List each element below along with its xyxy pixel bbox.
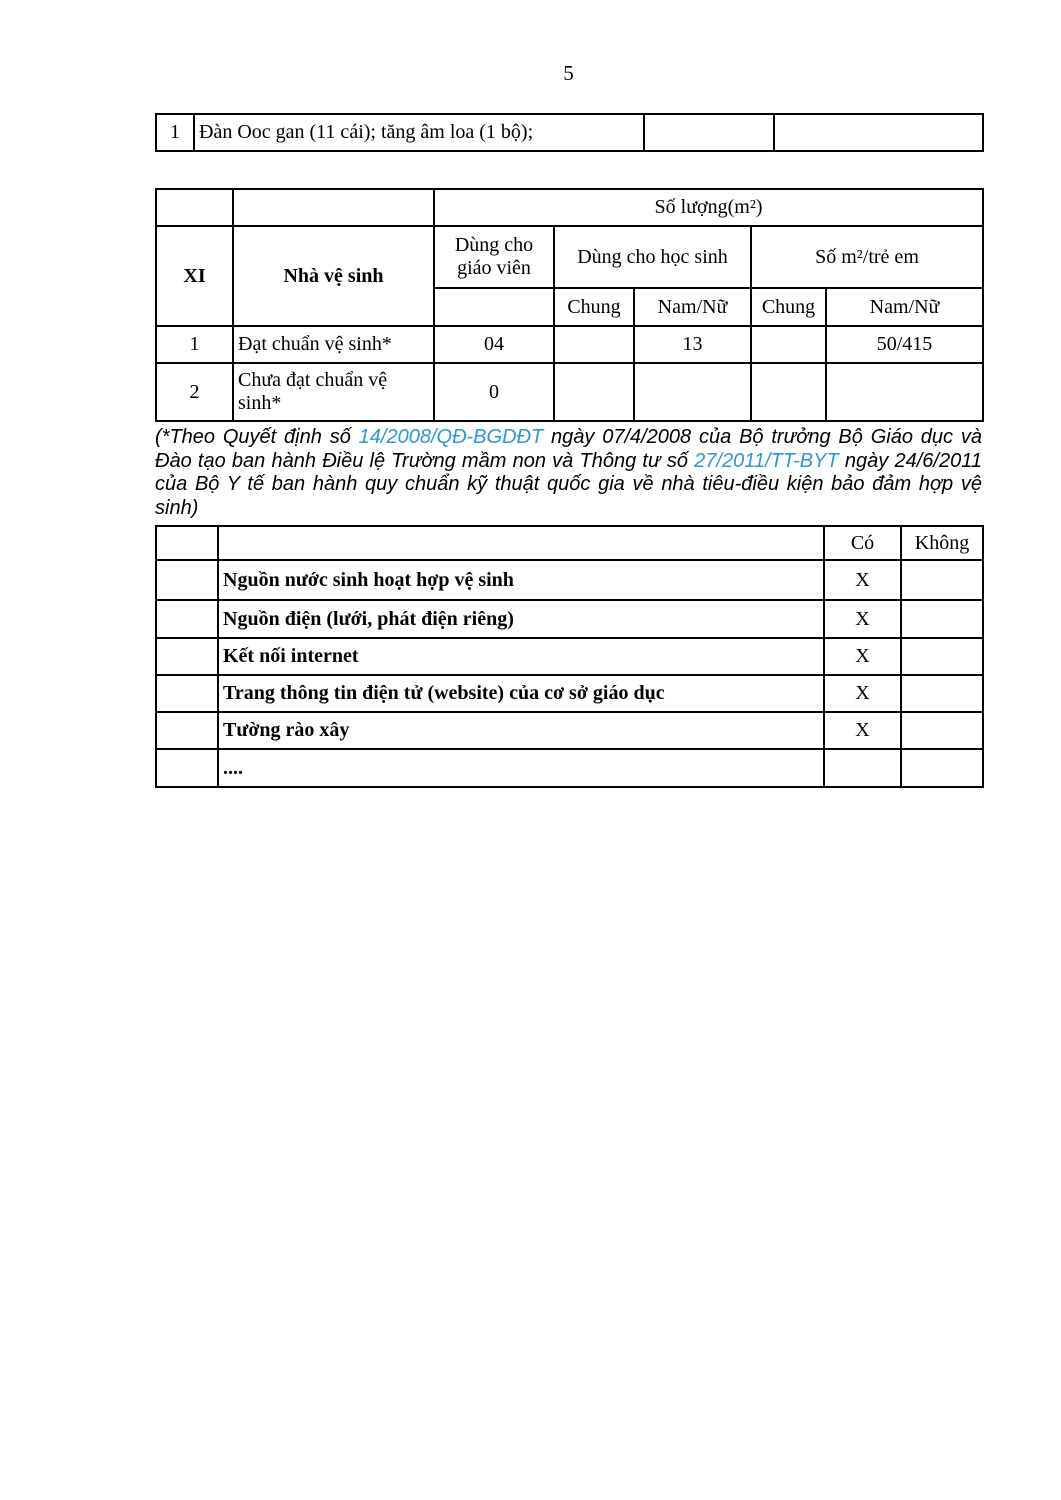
decision-link[interactable]: 14/2008/QĐ-BGDĐT (358, 426, 544, 448)
row-label-cell: Chưa đạt chuẩn vệ sinh* (233, 363, 434, 421)
toilet-table (155, 188, 984, 422)
yes-mark-cell: X (824, 600, 901, 638)
row-label-cell: Tường rào xây (218, 712, 824, 749)
row-label-cell: Đạt chuẩn vệ sinh* (233, 326, 434, 363)
table-row (156, 226, 983, 288)
no-mark-cell (901, 560, 983, 600)
note-text-segment: ngày 07/4/2008 của Bộ trưởng Bộ Giáo dục và Đào tạo ban hành Điều lệ Trường mầm non và Thông tư số (155, 426, 982, 472)
empty-cell (156, 189, 233, 226)
students-chung-cell (554, 363, 634, 421)
regulation-footnote (155, 426, 982, 520)
table-row (156, 675, 983, 712)
table-row (156, 363, 983, 421)
note-text-segment: (*Theo Quyết định số (155, 426, 359, 448)
section-number-cell (156, 749, 218, 787)
table-row (156, 600, 983, 638)
note-text-segment: ngày 24/6/2011 của Bộ Y tế ban hành quy chuẩn kỹ thuật quốc gia về nhà tiêu-điều kiện bảo đảm hợp vệ sinh) (155, 449, 982, 519)
row-label-cell: Trang thông tin điện tử (website) của cơ sở giáo dục (218, 675, 824, 712)
row-label-cell: Kết nối internet (218, 638, 824, 675)
row-label-cell: Nguồn điện (lưới, phát điện riêng) (218, 600, 824, 638)
yes-mark-cell: X (824, 560, 901, 600)
empty-cell (218, 526, 824, 560)
yes-mark-cell: X (824, 675, 901, 712)
facility-checklist-table (155, 525, 984, 788)
students-nam-nu-cell: 13 (634, 326, 751, 363)
area-chung-cell (751, 326, 826, 363)
teacher-column-header: Dùng cho giáo viên (434, 226, 554, 288)
table-row (156, 560, 983, 600)
teacher-value-cell: 0 (434, 363, 554, 421)
empty-cell (774, 114, 983, 151)
section-title-cell: Nhà vệ sinh (233, 226, 434, 326)
no-mark-cell (901, 712, 983, 749)
row-number-cell: 1 (156, 326, 233, 363)
subheader-nam-nu: Nam/Nữ (634, 288, 751, 326)
students-nam-nu-cell (634, 363, 751, 421)
yes-column-header: Có (824, 526, 901, 560)
equipment-table-fragment (155, 113, 984, 152)
table-row (156, 526, 983, 560)
yes-mark-cell (824, 749, 901, 787)
no-mark-cell (901, 600, 983, 638)
students-chung-cell (554, 326, 634, 363)
subheader-nam-nu: Nam/Nữ (826, 288, 983, 326)
table-row (156, 749, 983, 787)
no-mark-cell (901, 675, 983, 712)
section-number-cell (156, 712, 218, 749)
row-label-cell: .... (218, 749, 824, 787)
no-mark-cell (901, 638, 983, 675)
table-row (156, 638, 983, 675)
quantity-header-cell: Số lượng(m²) (434, 189, 983, 226)
row-number-cell: 2 (156, 363, 233, 421)
area-per-child-column-header: Số m²/trẻ em (751, 226, 983, 288)
subheader-chung: Chung (751, 288, 826, 326)
section-number-cell (156, 675, 218, 712)
page-number: 5 (563, 61, 574, 85)
empty-cell (644, 114, 774, 151)
subheader-chung: Chung (554, 288, 634, 326)
no-mark-cell (901, 749, 983, 787)
table-row (156, 712, 983, 749)
empty-cell (156, 526, 218, 560)
area-nam-nu-cell: 50/415 (826, 326, 983, 363)
students-column-header: Dùng cho học sinh (554, 226, 751, 288)
table-row (156, 326, 983, 363)
no-column-header: Không (901, 526, 983, 560)
section-number-cell (156, 600, 218, 638)
empty-cell (434, 288, 554, 326)
row-number-cell: 1 (156, 114, 194, 151)
section-number-cell (156, 560, 218, 600)
teacher-value-cell: 04 (434, 326, 554, 363)
empty-cell (233, 189, 434, 226)
section-number-cell: XI (156, 226, 233, 326)
yes-mark-cell: X (824, 638, 901, 675)
table-row (156, 189, 983, 226)
table-row (156, 114, 983, 151)
row-label-cell: Nguồn nước sinh hoạt hợp vệ sinh (218, 560, 824, 600)
circular-link[interactable]: 27/2011/TT-BYT (694, 449, 839, 472)
area-chung-cell (751, 363, 826, 421)
yes-mark-cell: X (824, 712, 901, 749)
area-nam-nu-cell (826, 363, 983, 421)
section-number-cell (156, 638, 218, 675)
equipment-description-cell: Đàn Ooc gan (11 cái); tăng âm loa (1 bộ); (194, 114, 644, 151)
